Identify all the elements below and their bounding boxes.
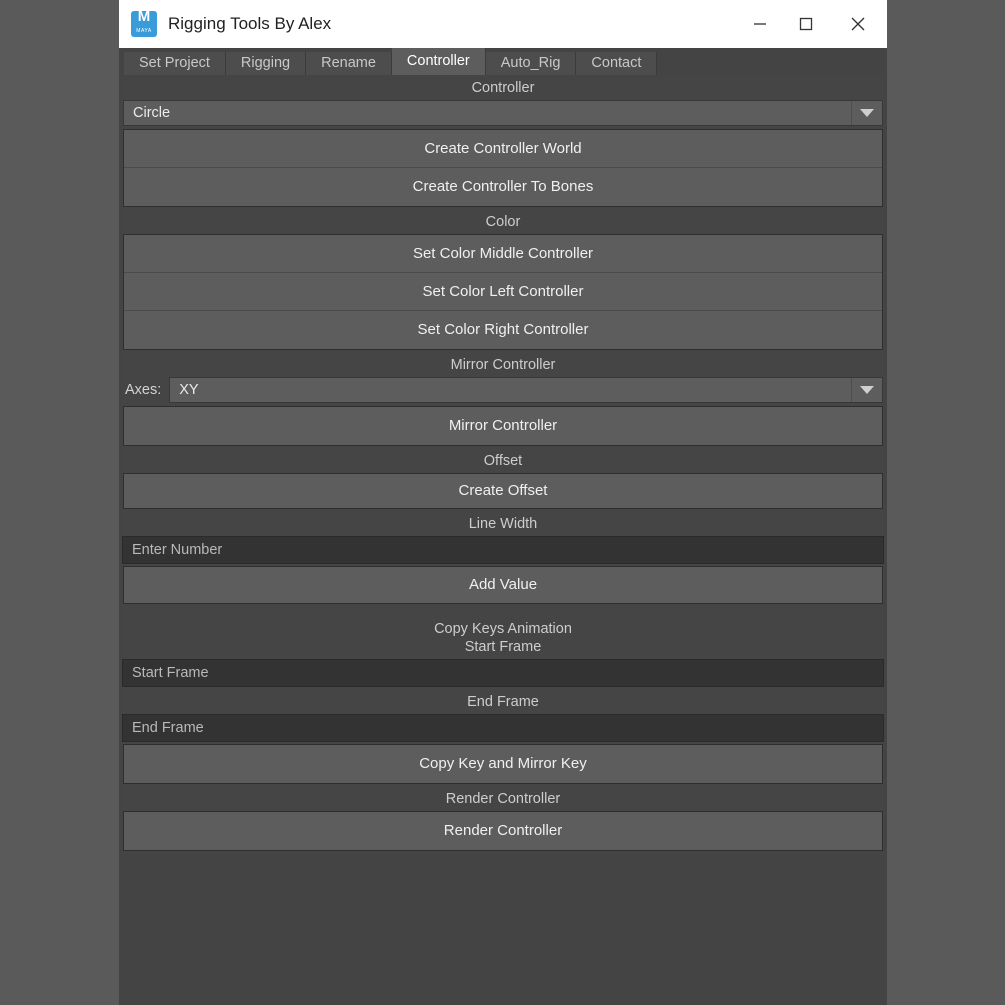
mirror-section-label: Mirror Controller (122, 352, 884, 377)
maximize-icon[interactable] (783, 0, 829, 48)
set-color-right-button[interactable]: Set Color Right Controller (124, 311, 882, 349)
end-frame-label: End Frame (122, 689, 884, 714)
create-controller-world-button[interactable]: Create Controller World (124, 130, 882, 168)
chevron-down-icon[interactable] (851, 378, 882, 402)
offset-group (123, 473, 883, 509)
close-icon[interactable] (829, 0, 887, 48)
axes-value: XY (179, 382, 199, 398)
line-width-input[interactable] (122, 536, 884, 564)
set-color-left-button[interactable]: Set Color Left Controller (124, 273, 882, 311)
create-controller-to-bones-button[interactable]: Create Controller To Bones (124, 168, 882, 206)
axes-row (123, 377, 883, 403)
render-controller-button[interactable]: Render Controller (124, 812, 882, 850)
panel-bottom-filler (119, 855, 887, 935)
tab-set-project[interactable]: Set Project (124, 52, 226, 75)
create-offset-button[interactable]: Create Offset (124, 474, 882, 508)
app-icon-letter: M (137, 8, 151, 25)
minimize-icon[interactable] (737, 0, 783, 48)
window-title: Rigging Tools By Alex (168, 14, 332, 33)
add-value-button[interactable]: Add Value (124, 567, 882, 603)
axes-dropdown[interactable] (169, 377, 883, 403)
copy-key-group (123, 744, 883, 784)
set-color-middle-button[interactable]: Set Color Middle Controller (124, 235, 882, 273)
line-width-group (123, 566, 883, 604)
tab-contact[interactable]: Contact (576, 52, 657, 75)
color-group (123, 234, 883, 350)
mirror-controller-button[interactable]: Mirror Controller (124, 407, 882, 445)
chevron-down-icon[interactable] (851, 101, 882, 125)
controller-panel (122, 75, 884, 855)
tab-controller[interactable]: Controller (392, 48, 486, 75)
offset-section-label: Offset (122, 448, 884, 473)
start-frame-label: Start Frame (122, 637, 884, 659)
maya-app-icon (131, 8, 157, 37)
tab-rename[interactable]: Rename (306, 52, 392, 75)
axes-label: Axes: (125, 382, 162, 398)
tab-auto-rig[interactable]: Auto_Rig (486, 52, 577, 75)
end-frame-input[interactable] (122, 714, 884, 742)
title-bar (119, 0, 887, 48)
tab-bar (119, 48, 887, 75)
tab-rigging[interactable]: Rigging (226, 52, 306, 75)
copy-keys-section-label: Copy Keys Animation (122, 616, 884, 637)
start-frame-input[interactable] (122, 659, 884, 687)
color-section-label: Color (122, 209, 884, 234)
render-section-label: Render Controller (122, 786, 884, 811)
render-group (123, 811, 883, 851)
window-controls (737, 0, 887, 48)
create-controller-group (123, 129, 883, 207)
controller-section-label: Controller (122, 75, 884, 100)
controller-shape-dropdown[interactable] (123, 100, 883, 126)
line-width-section-label: Line Width (122, 511, 884, 536)
controller-shape-value: Circle (133, 105, 171, 121)
application-window (119, 0, 887, 1005)
mirror-group (123, 406, 883, 446)
app-icon-subtext: MAYA (136, 28, 152, 34)
copy-key-mirror-key-button[interactable]: Copy Key and Mirror Key (124, 745, 882, 783)
